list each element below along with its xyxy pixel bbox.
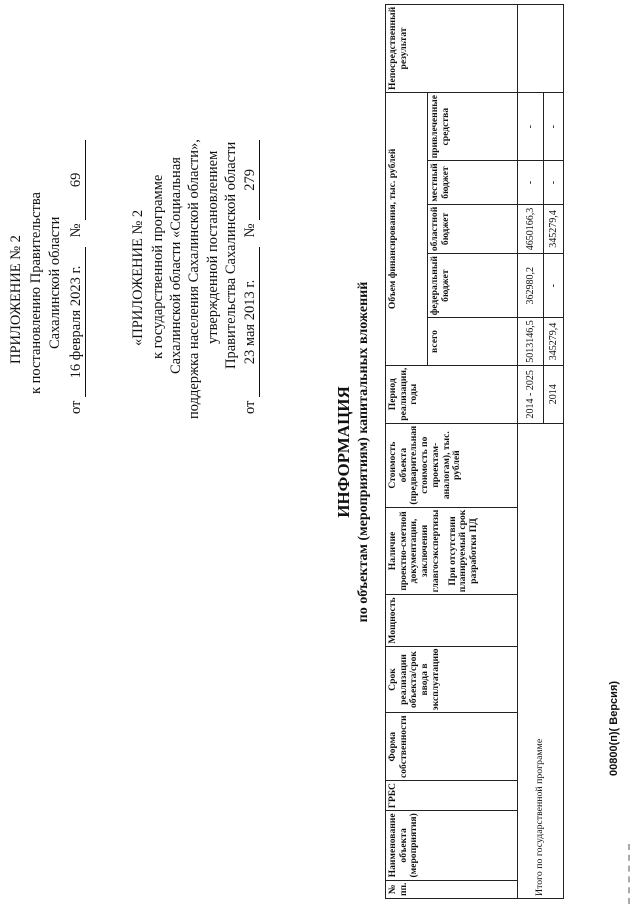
appendix-bottom-line3: поддержка населения Сахалинской области», [186, 139, 202, 419]
header-docs-note: При отсутствии планируемый срок разработки ПД [446, 509, 480, 593]
appendix-top-number-label: № [68, 223, 84, 238]
header-total: всего [428, 318, 518, 366]
row-federal: 362980,2 [518, 254, 544, 318]
page-title: ИНФОРМАЦИЯ [334, 386, 353, 518]
row-extra: - [518, 93, 544, 161]
header-regional: областной бюджет [428, 204, 518, 253]
header-federal: федеральный бюджет [428, 254, 518, 318]
header-period: Период реализации, годы [386, 365, 518, 423]
row-local: - [518, 161, 544, 204]
page-subtitle: по объектам (мероприятиям) капитальных вложений [356, 281, 371, 623]
total-label: Итого по государственной программе [518, 423, 564, 898]
appendix-top-number: 69 [68, 140, 86, 220]
appendix-top-from-label: от [68, 400, 84, 414]
header-result: Непосредственный результат [386, 4, 518, 92]
table-header-row [386, 4, 428, 898]
appendix-bottom-date: 23 мая 2013 г. [242, 247, 260, 397]
header-num: № пп. [386, 880, 518, 898]
row-regional: 4650166,3 [518, 204, 544, 253]
appendix-bottom-from-label: от [242, 400, 258, 414]
appendix-bottom-number: 279 [242, 140, 260, 220]
row-extra: - [544, 93, 564, 161]
appendix-bottom-number-label: № [242, 223, 258, 238]
row-total: 5013146,5 [518, 318, 544, 366]
header-grbs: ГРБС [386, 781, 518, 811]
appendix-bottom-line2: Сахалинской области «Социальная [168, 157, 184, 374]
header-docs [386, 507, 518, 595]
appendix-bottom-date-line [242, 140, 260, 414]
appendix-top-title: ПРИЛОЖЕНИЕ № 2 [8, 235, 24, 364]
appendix-bottom-line1: к государственной программе [150, 174, 166, 359]
appendix-top-line2: Сахалинской области [47, 216, 63, 349]
header-cost: Стоимость объекта (предварительная стоимость по проектам-аналогам), тыс. рублей [386, 423, 518, 507]
row-total: 345279,4 [544, 318, 564, 366]
appendix-top-date: 16 февраля 2023 г. [68, 247, 86, 397]
header-extra: привлеченные средства [428, 93, 518, 161]
header-funding: Объем финансирования, тыс. рублей [386, 93, 428, 366]
row-local: - [544, 161, 564, 204]
header-capacity: Мощность [386, 595, 518, 646]
header-name: Наименование объекта (мероприятия) [386, 811, 518, 880]
header-term: Срок реализации объекта/срок ввода в эксплуатацию [386, 646, 518, 713]
row-period: 2014 - 2025 [518, 365, 544, 423]
row-period: 2014 [544, 365, 564, 423]
appendix-top-date-line [68, 140, 86, 414]
appendix-bottom-line5: Правительства Сахалинской области [223, 141, 239, 369]
capital-investments-table [385, 4, 564, 899]
row-federal: - [544, 254, 564, 318]
table-row [518, 4, 544, 898]
row-result [518, 4, 564, 92]
header-ownership: Форма собственности [386, 713, 518, 781]
appendix-bottom-line4: утвержденной постановлением [205, 150, 221, 344]
row-regional: 345279,4 [544, 204, 564, 253]
header-local: местный бюджет [428, 161, 518, 204]
page-edge-divider [628, 844, 630, 904]
header-docs-main: Наличие проектно-сметной документации, заключения главгосэкспертизы [387, 509, 441, 593]
appendix-top-line1: к постановлению Правительства [28, 192, 44, 394]
appendix-bottom-title: «ПРИЛОЖЕНИЕ № 2 [130, 209, 146, 346]
footer-version: 00800(п)( Версия) [608, 680, 620, 776]
